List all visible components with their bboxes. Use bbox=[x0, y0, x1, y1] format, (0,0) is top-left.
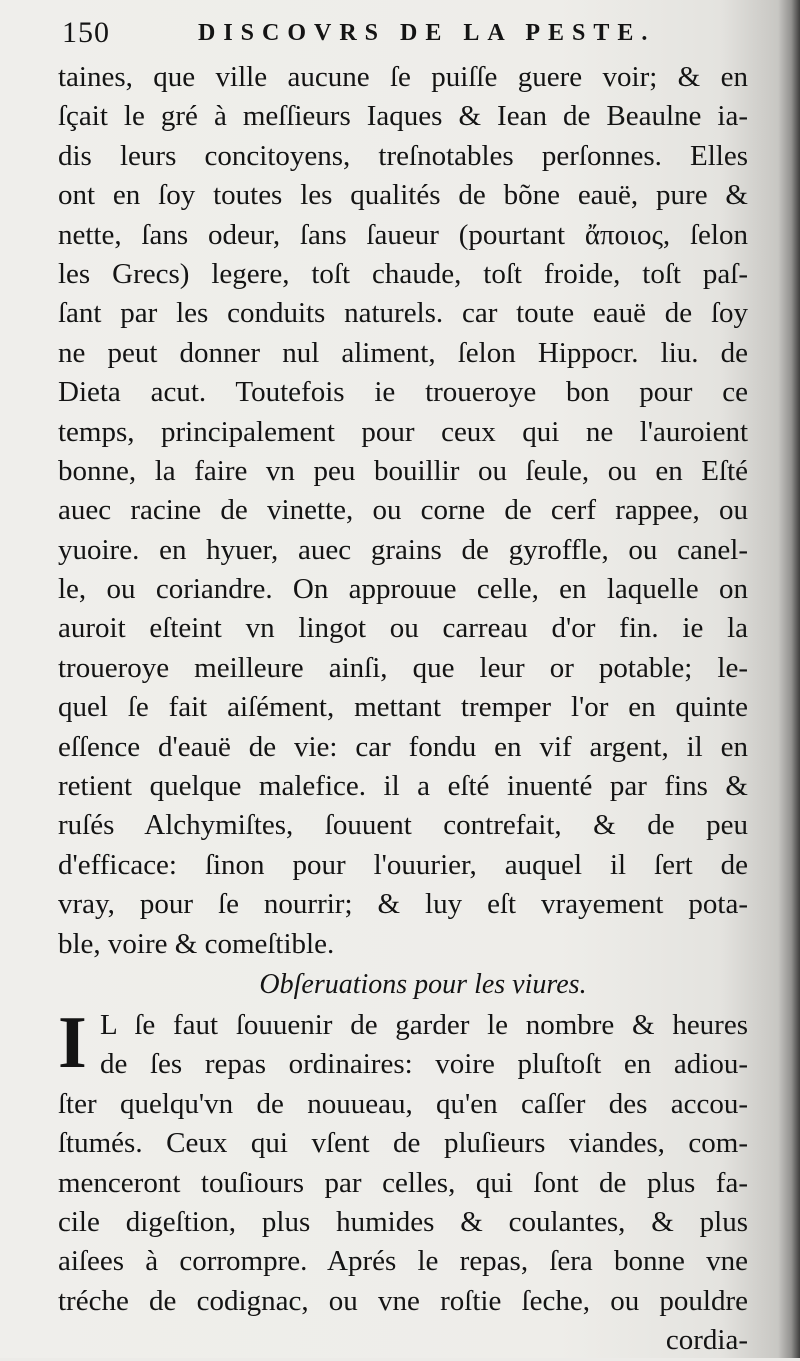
text-line: le, ou coriandre. On approuue celle, en laquelle on bbox=[58, 573, 748, 606]
text-line: troueroye meilleure ainſi, que leur or potable; le- bbox=[58, 651, 748, 684]
text-line: L ſe faut ſouuenir de garder le nombre & heures bbox=[100, 1008, 748, 1041]
text-line: ſter quelqu'vn de nouueau, qu'en caſſer des accou- bbox=[58, 1087, 748, 1120]
text-line: taines, que ville aucune ſe puiſſe guere voir; & en bbox=[58, 61, 748, 93]
page-header bbox=[62, 12, 752, 52]
text-line: temps, principalement pour ceux qui ne l'auroient bbox=[58, 415, 748, 448]
text-line: ſant par les conduits naturels. car toute eauë de ſoy bbox=[58, 297, 748, 330]
text-line: Dieta acut. Toutefois ie troueroye bon pour ce bbox=[58, 376, 748, 409]
text-line: quel ſe fait aiſément, mettant tremper l'or en quinte bbox=[58, 691, 748, 724]
text-line: nette, ſans odeur, ſans ſaueur (pourtant ἄποιος, ſelon bbox=[58, 218, 748, 251]
section-heading: Obſeruations pour les viures. bbox=[259, 968, 587, 1000]
page-number: 150 bbox=[62, 16, 110, 49]
text-line: auec racine de vinette, ou corne de cerf rappee, ou bbox=[58, 494, 748, 527]
text-line: ſçait le gré à meſſieurs Iaques & Iean de Beaulne ia- bbox=[58, 100, 748, 133]
text-line: ſtumés. Ceux qui vſent de pluſieurs viandes, com- bbox=[58, 1127, 748, 1160]
text-line: les Grecs) legere, toſt chaude, toſt froide, toſt paſ- bbox=[58, 257, 748, 290]
text-line: ne peut donner nul aliment, ſelon Hippocr. liu. de bbox=[58, 336, 748, 369]
text-line: vray, pour ſe nourrir; & luy eſt vrayement pota- bbox=[58, 888, 748, 921]
text-line: tréche de codignac, ou vne roſtie ſeche, ou pouldre bbox=[58, 1284, 748, 1317]
text-line: dis leurs concitoyens, treſnotables perſonnes. Elles bbox=[58, 139, 748, 172]
running-title: DISCOVRS DE LA PESTE. bbox=[198, 20, 656, 46]
text-line: eſſence d'eauë de vie: car fondu en vif argent, il en bbox=[58, 730, 748, 763]
text-line: menceront touſiours par celles, qui ſont de plus fa- bbox=[58, 1166, 748, 1199]
paragraph-1 bbox=[58, 58, 748, 964]
text-line: ble, voire & comeſtible. bbox=[58, 927, 335, 960]
text-line: yuoire. en hyuer, auec grains de gyroffle, ou canel- bbox=[58, 533, 748, 566]
text-line: auroit eſteint vn lingot ou carreau d'or fin. ie la bbox=[58, 612, 748, 645]
text-line: de ſes repas ordinaires: voire pluſtoſt en adiou- bbox=[100, 1048, 748, 1081]
paragraph-2 bbox=[58, 1001, 748, 1321]
text-line: aiſees à corrompre. Aprés le repas, ſera bonne vne bbox=[58, 1245, 748, 1278]
catchword: cordia- bbox=[665, 1324, 748, 1357]
text-line: ont en ſoy toutes les qualités de bõne eauë, pure & bbox=[58, 179, 748, 212]
page-edge-shadow bbox=[778, 0, 800, 1358]
text-line: cile digeſtion, plus humides & coulantes, & plus bbox=[58, 1205, 748, 1238]
text-block bbox=[58, 58, 748, 1361]
text-line: bonne, la faire vn peu bouillir ou ſeule, ou en Eſté bbox=[58, 454, 748, 487]
text-line: ruſés Alchymiſtes, ſouuent contrefait, & de peu bbox=[58, 809, 748, 842]
text-line: d'efficace: ſinon pour l'ouurier, auquel il ſert de bbox=[58, 848, 748, 881]
text-line: retient quelque malefice. il a eſté inuenté par fins & bbox=[58, 770, 748, 803]
drop-cap: I bbox=[58, 1001, 87, 1084]
